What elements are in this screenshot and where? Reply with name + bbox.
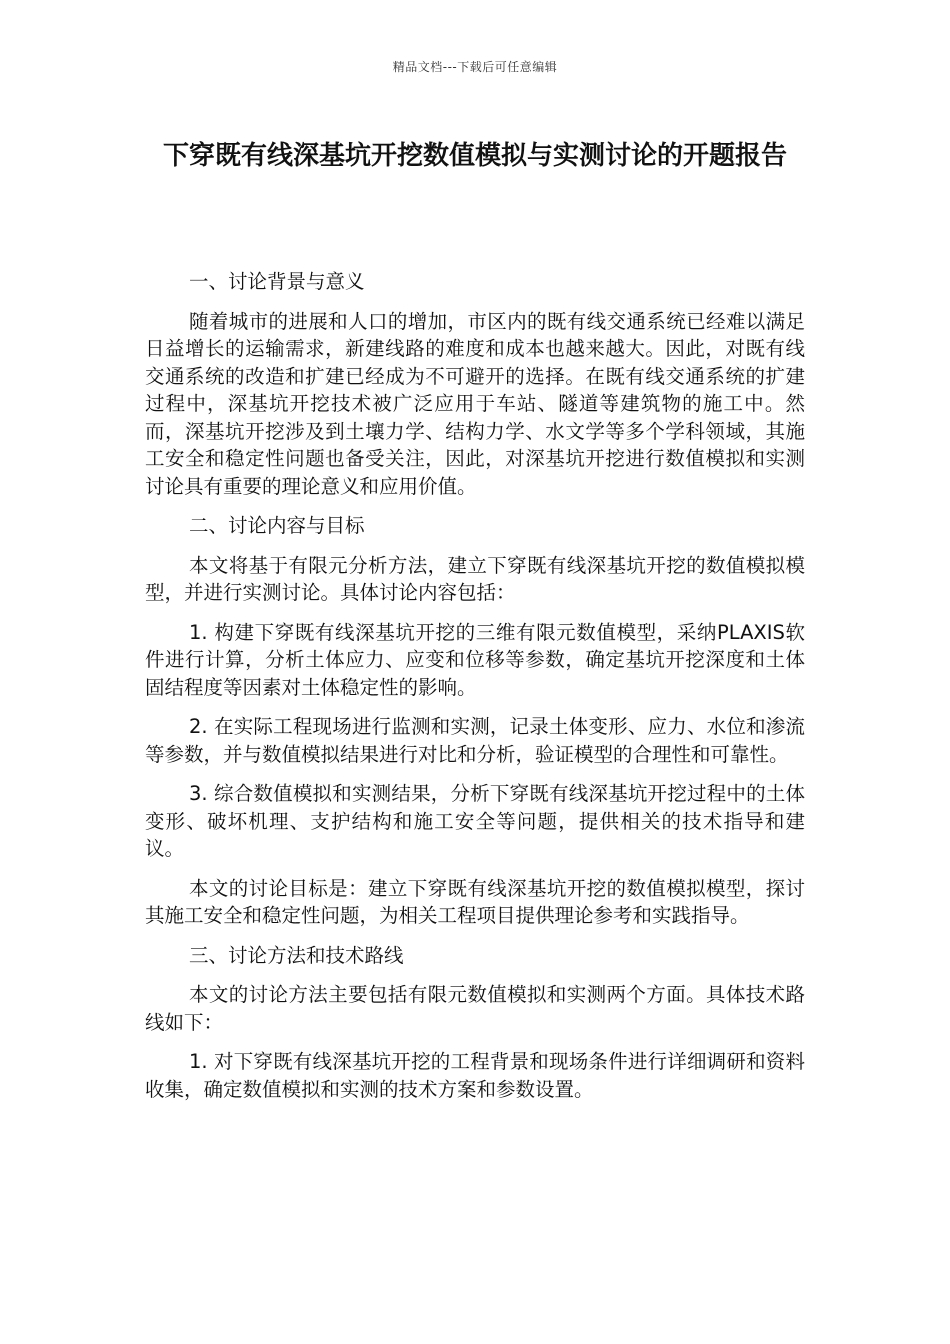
section-2-item-3: 3. 综合数值模拟和实测结果，分析下穿既有线深基坑开挖过程中的土体变形、破坏机理、支护结构和施工安全等问题，提供相关的技术指导和建议。 — [145, 782, 805, 860]
section-2-goal: 本文的讨论目标是：建立下穿既有线深基坑开挖的数值模拟模型，探讨其施工安全和稳定性问题，为相关工程项目提供理论参考和实践指导。 — [145, 876, 805, 927]
section-2-item-1: 1. 构建下穿既有线深基坑开挖的三维有限元数值模型，采纳PLAXIS软件进行计算，分析土体应力、应变和位移等参数，确定基坑开挖深度和土体固结程度等因素对土体稳定性的影响。 — [145, 620, 805, 699]
page-header: 精品文档---下载后可任意编辑 — [392, 60, 558, 74]
document-title: 下穿既有线深基坑开挖数值模拟与实测讨论的开题报告 — [162, 141, 787, 171]
section-2-item-2: 2. 在实际工程现场进行监测和实测，记录土体变形、应力、水位和渗流等参数，并与数值模拟结果进行对比和分析，验证模型的合理性和可靠性。 — [145, 715, 805, 766]
section-2-heading: 二、讨论内容与目标 — [189, 514, 365, 537]
section-3-heading: 三、讨论方法和技术路线 — [189, 943, 404, 967]
section-3-item-1: 1. 对下穿既有线深基坑开挖的工程背景和现场条件进行详细调研和资料收集，确定数值模拟和实测的技术方案和参数设置。 — [145, 1050, 805, 1101]
section-1-heading: 一、讨论背景与意义 — [189, 270, 365, 293]
document-body — [145, 268, 805, 1115]
section-3-intro: 本文的讨论方法主要包括有限元数值模拟和实测两个方面。具体技术路线如下： — [145, 983, 805, 1034]
section-2-intro: 本文将基于有限元分析方法，建立下穿既有线深基坑开挖的数值模拟模型，并进行实测讨论。具体讨论内容包括： — [145, 553, 805, 604]
section-1-paragraph: 随着城市的进展和人口的增加，市区内的既有线交通系统已经难以满足日益增长的运输需求，新建线路的难度和成本也越来越大。因此，对既有线交通系统的改造和扩建已经成为不可避开的选择。在既有线交通系统的扩建过程中，深基坑开挖技术被广泛应用于车站、隧道等建筑物的施工中。然而，深基坑开挖涉及到土壤力学、结构力学、水文学等多个学科领域，其施工安全和稳定性问题也备受关注，因此，对深基坑开挖进行数值模拟和实测讨论具有重要的理论意义和应用价值。 — [145, 309, 805, 498]
